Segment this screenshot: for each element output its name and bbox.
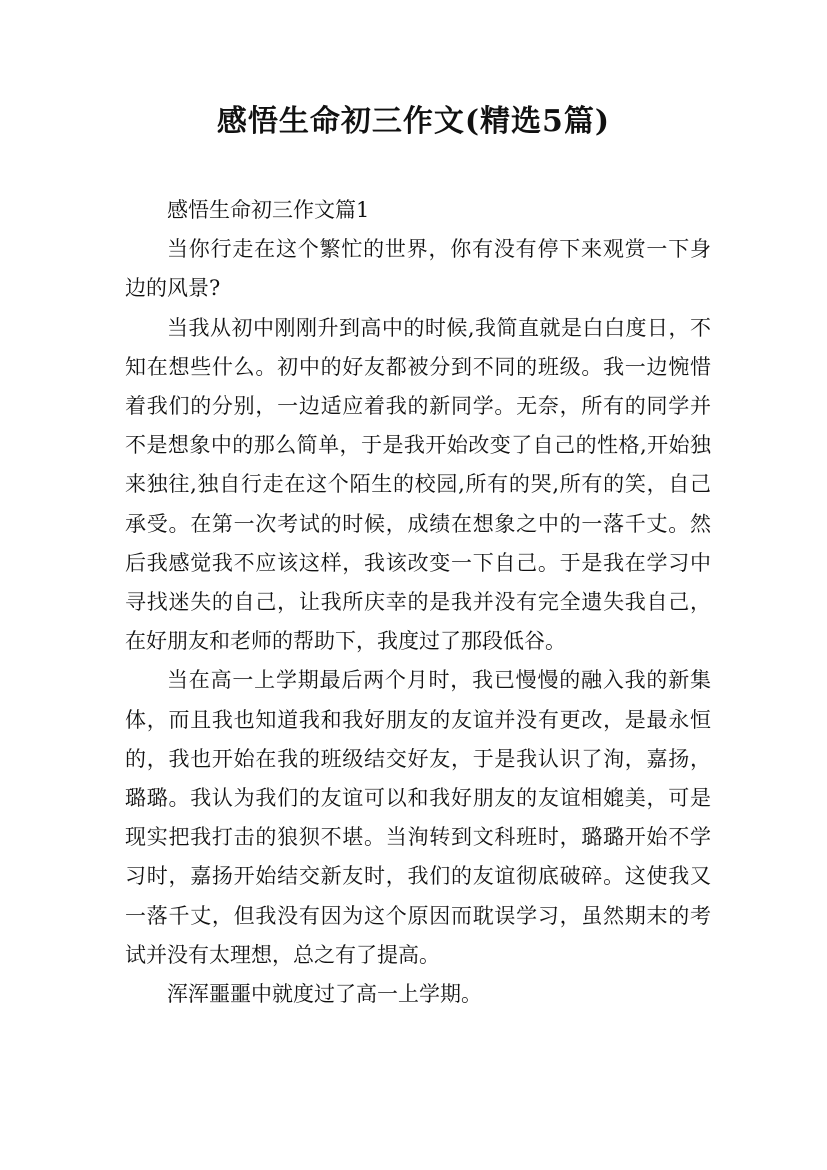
- section-heading: 感悟生命初三作文篇1: [167, 198, 370, 222]
- paragraph-3: 当在高一上学期最后两个月时，我已慢慢的融入我的新集体，而且我也知道我和我好朋友的友谊并没有更改，是最永恒的，我也开始在我的班级结交好友，于是我认识了洵，嘉扬，璐璐。我认为我们的友谊可以和我好朋友的友谊相媲美，可是现实把我打击的狼狈不堪。当洵转到文科班时，璐璐开始不学习时，嘉扬开始结交新友时，我们的友谊彻底破碎。这使我又一落千丈，但我没有因为这个原因而耽误学习，虽然期末的考试并没有太理想，总之有了提高。: [125, 668, 711, 967]
- paragraph-1: 当你行走在这个繁忙的世界，你有没有停下来观赏一下身边的风景?: [125, 237, 711, 301]
- paragraph-2: 当我从初中刚刚升到高中的时候,我简直就是白白度日，不知在想些什么。初中的好友都被分到不同的班级。我一边惋惜着我们的分别，一边适应着我的新同学。无奈，所有的同学并不是想象中的那么简单，于是我开始改变了自己的性格,开始独来独往,独自行走在这个陌生的校园,所有的哭,所有的笑，自己承受。在第一次考试的时候，成绩在想象之中的一落千丈。然后我感觉我不应该这样，我该改变一下自己。于是我在学习中寻找迷失的自己，让我所庆幸的是我并没有完全遗失我自己，在好朋友和老师的帮助下，我度过了那段低谷。: [125, 315, 711, 654]
- document-body: [125, 191, 711, 1014]
- paragraph-4: 浑浑噩噩中就度过了高一上学期。: [167, 982, 482, 1007]
- document-title: 感悟生命初三作文(精选5篇): [216, 104, 611, 139]
